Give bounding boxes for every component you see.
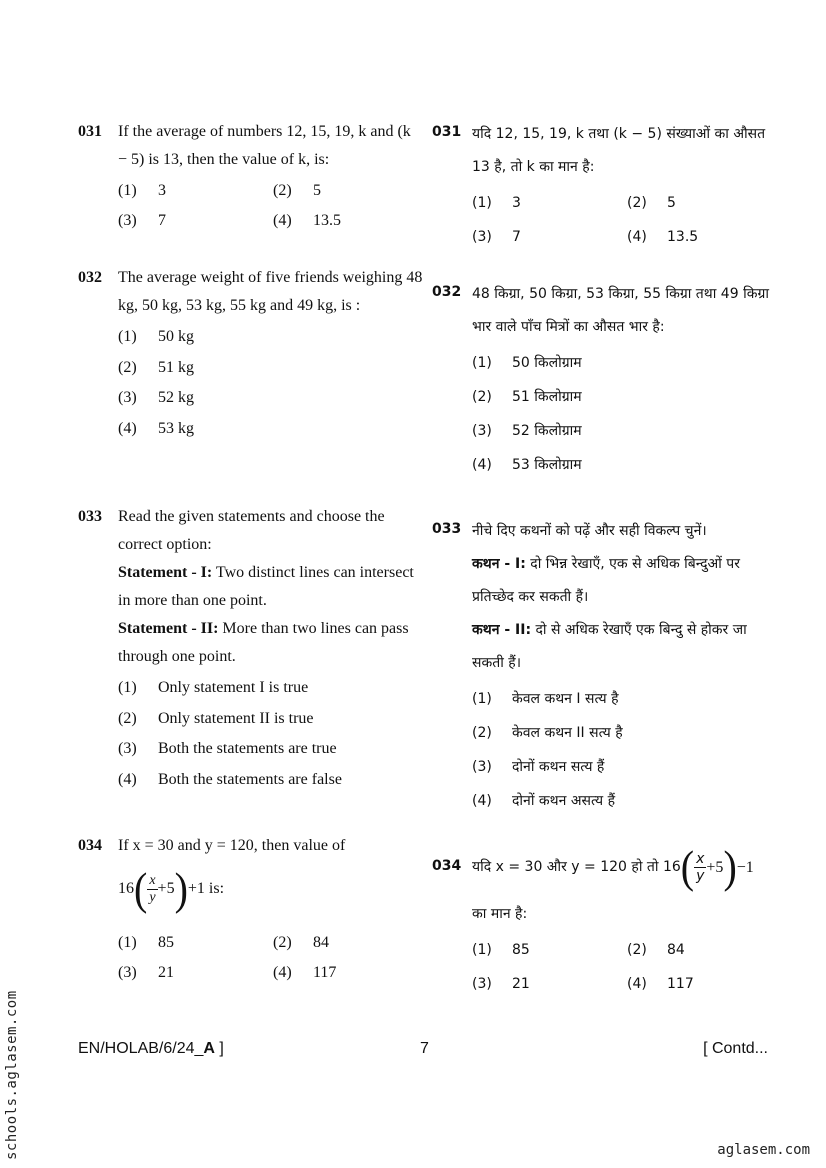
option-4: (4) 13.5 xyxy=(273,212,341,229)
paper-code: EN/HOLAB/6/24_A ] xyxy=(78,1040,224,1057)
option-3: (3) Both the statements are true xyxy=(118,740,337,757)
option-3: (3) 7 xyxy=(472,229,521,245)
option-4: (4) 117 xyxy=(627,976,694,992)
question-text: If the average of numbers 12, 15, 19, k and (k − 5) is 13, then the value of k, is: xyxy=(118,123,411,168)
option-1: (1) 50 kg xyxy=(118,328,194,345)
option-1: (1) 85 xyxy=(472,942,530,958)
option-4: (4) 13.5 xyxy=(627,229,699,245)
option-1: (1) Only statement I is true xyxy=(118,679,309,696)
option-1: (1) केवल कथन I सत्य है xyxy=(472,691,619,707)
options xyxy=(472,346,777,482)
question-034-en xyxy=(78,832,423,988)
options xyxy=(472,186,777,254)
page-number: 7 xyxy=(420,1040,429,1057)
option-4: (4) दोनों कथन असत्य हैं xyxy=(472,793,616,809)
fraction: $\frac{x}{y}$ xyxy=(149,872,156,905)
question-031-en xyxy=(78,118,423,236)
fraction: $\frac{x}{y}$ xyxy=(696,850,705,884)
options xyxy=(118,673,423,795)
question-number: 033 xyxy=(78,508,102,525)
question-number: 032 xyxy=(78,269,102,286)
question-text: If x = 30 and y = 120, then value of xyxy=(118,837,346,854)
question-number: 032 xyxy=(432,284,462,300)
statement-1: Statement - I: Two distinct lines can intersect in more than one point. xyxy=(118,564,414,609)
options xyxy=(472,682,777,818)
option-2: (2) 51 kg xyxy=(118,358,194,376)
question-number: 034 xyxy=(78,837,102,854)
option-4: (4) 117 xyxy=(273,964,337,981)
statement-2: Statement - II: More than two lines can pass through one point. xyxy=(118,620,409,665)
option-4: (4) 53 kg xyxy=(118,419,194,437)
question-031-hi xyxy=(432,118,777,254)
question-number: 031 xyxy=(78,123,102,140)
option-1: (1) 50 किलोग्राम xyxy=(472,355,582,371)
options xyxy=(118,928,423,988)
option-2: (2) 84 xyxy=(627,942,685,958)
option-4: (4) 53 किलोग्राम xyxy=(472,457,582,473)
option-3: (3) दोनों कथन सत्य हैं xyxy=(472,759,605,775)
option-1: (1) 3 xyxy=(472,195,521,211)
option-3: (3) 21 xyxy=(472,976,530,992)
option-2: (2) 5 xyxy=(273,182,321,199)
continued-label: [ Contd... xyxy=(703,1040,768,1057)
question-033-hi xyxy=(432,515,777,818)
math-expression: 16 ( $\frac{x}{y}$ +5 ) +1 is: xyxy=(118,862,225,915)
option-3: (3) 7 xyxy=(118,212,166,229)
statement-1: कथन - I: दो भिन्न रेखाएँ, एक से अधिक बिन्दुओं पर प्रतिच्छेद कर सकती हैं। xyxy=(472,556,740,605)
option-2: (2) 51 किलोग्राम xyxy=(472,389,582,405)
question-032-en xyxy=(78,264,423,444)
options xyxy=(118,322,423,444)
option-3: (3) 52 किलोग्राम xyxy=(472,423,582,439)
option-2: (2) 5 xyxy=(627,195,676,211)
question-text: The average weight of five friends weighing 48 kg, 50 kg, 53 kg, 55 kg and 49 kg, is : xyxy=(118,269,423,314)
question-text: यदि x = 30 और y = 120 हो तो 16 ( $\frac{x}{y}$ +5 ) −1 xyxy=(472,840,754,893)
question-032-hi xyxy=(432,278,777,482)
statement-2: कथन - II: दो से अधिक रेखाएँ एक बिन्दु से होकर जा सकती हैं। xyxy=(472,622,747,671)
question-text: 48 किग्रा, 50 किग्रा, 53 किग्रा, 55 किग्रा तथा 49 किग्रा भार वाले पाँच मित्रों का औसत भार है: xyxy=(472,286,769,335)
option-1: (1) 85 xyxy=(118,934,174,951)
option-2: (2) Only statement II is true xyxy=(118,709,314,727)
question-number: 034 xyxy=(432,858,462,874)
question-034-hi xyxy=(432,838,777,1001)
question-text: यदि 12, 15, 19, k तथा (k − 5) संख्याओं का औसत 13 है, तो k का मान है: xyxy=(472,126,766,175)
question-number: 031 xyxy=(432,124,462,140)
question-text-continued: का मान है: xyxy=(472,906,528,922)
bottom-watermark: aglasem.com xyxy=(717,1142,810,1158)
page-footer xyxy=(78,1040,768,1064)
option-2: (2) 84 xyxy=(273,934,329,951)
question-text: Read the given statements and choose the correct option: xyxy=(118,508,385,553)
option-3: (3) 21 xyxy=(118,964,174,981)
question-number: 033 xyxy=(432,521,462,537)
option-4: (4) Both the statements are false xyxy=(118,770,342,788)
options xyxy=(472,933,777,1001)
option-3: (3) 52 kg xyxy=(118,389,194,406)
option-1: (1) 3 xyxy=(118,182,166,199)
question-033-en xyxy=(78,503,423,795)
question-text: नीचे दिए कथनों को पढ़ें और सही विकल्प चुनें। xyxy=(472,523,707,539)
option-2: (2) केवल कथन II सत्य है xyxy=(472,725,623,741)
options xyxy=(118,176,423,236)
side-watermark: schools.aglasem.com xyxy=(4,990,20,1160)
